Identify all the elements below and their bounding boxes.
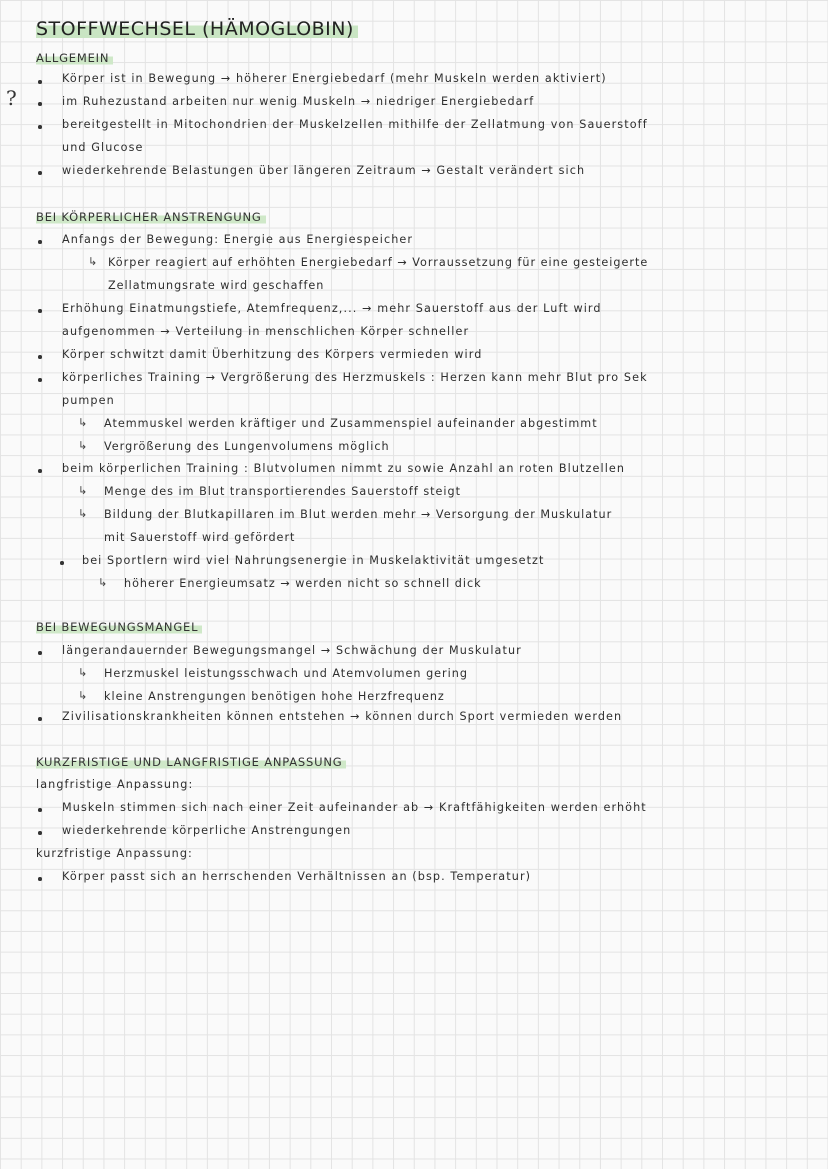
section-heading-allgemein: ALLGEMEIN (36, 51, 113, 65)
text-line: mit Sauerstoff wird gefördert (104, 531, 296, 544)
bullet (38, 808, 42, 812)
text-line: und Glucose (62, 141, 144, 154)
bullet (38, 651, 42, 655)
margin-question-mark: ? (6, 86, 17, 110)
text-line: Muskeln stimmen sich nach einer Zeit aufeinander ab → Kraftfähigkeiten werden erhöht (62, 801, 647, 814)
text-line: wiederkehrende Belastungen über längeren Zeitraum → Gestalt verändert sich (62, 164, 586, 177)
text-line: kleine Anstrengungen benötigen hohe Herzfrequenz (104, 690, 445, 703)
text-line: pumpen (62, 394, 115, 407)
text-line: im Ruhezustand arbeiten nur wenig Muskeln → niedriger Energiebedarf (62, 95, 535, 108)
text-line: Vergrößerung des Lungenvolumens möglich (104, 440, 390, 453)
text-line: Erhöhung Einatmungstiefe, Atemfrequenz,... → mehr Sauerstoff aus der Luft wird (62, 302, 602, 315)
text-line: bereitgestellt in Mitochondrien der Muskelzellen mithilfe der Zellatmung von Sauerstoff (62, 118, 648, 131)
text-line: Anfangs der Bewegung: Energie aus Energiespeicher (62, 233, 414, 246)
section-heading-mangel: BEI BEWEGUNGSMANGEL (36, 620, 202, 634)
text-line: längerandauernder Bewegungsmangel → Schwächung der Muskulatur (62, 644, 522, 657)
text-line: kurzfristige Anpassung: (36, 847, 193, 860)
sub-arrow-icon: ↳ (78, 666, 88, 679)
text-line: Atemmuskel werden kräftiger und Zusammenspiel aufeinander abgestimmt (104, 417, 598, 430)
section-heading-anstrengung: BEI KÖRPERLICHER ANSTRENGUNG (36, 210, 266, 224)
sub-arrow-icon: ↳ (78, 689, 88, 702)
sub-arrow-icon: ↳ (78, 439, 88, 452)
bullet (38, 877, 42, 881)
section-heading-anpassung: KURZFRISTIGE UND LANGFRISTIGE ANPASSUNG (36, 755, 346, 769)
text-line: Körper schwitzt damit Überhitzung des Körpers vermieden wird (62, 348, 483, 361)
text-line: Menge des im Blut transportierendes Sauerstoff steigt (104, 485, 462, 498)
text-line: beim körperlichen Training : Blutvolumen nimmt zu sowie Anzahl an roten Blutzellen (62, 462, 626, 475)
text-line: bei Sportlern wird viel Nahrungsenergie in Muskelaktivität umgesetzt (82, 554, 545, 567)
bullet (60, 561, 64, 565)
page-title: STOFFWECHSEL (HÄMOGLOBIN) (36, 18, 358, 40)
text-line: Körper reagiert auf erhöhten Energiebedarf → Vorraussetzung für eine gesteigerte (108, 256, 649, 269)
bullet (38, 171, 42, 175)
sub-arrow-icon: ↳ (98, 576, 108, 589)
text-line: Zellatmungsrate wird geschaffen (108, 279, 325, 292)
text-line: langfristige Anpassung: (36, 778, 194, 791)
sub-arrow-icon: ↳ (78, 507, 88, 520)
bullet (38, 125, 42, 129)
text-line: Zivilisationskrankheiten können entstehen → können durch Sport vermieden werden (62, 710, 623, 723)
text-line: körperliches Training → Vergrößerung des Herzmuskels : Herzen kann mehr Blut pro Sek (62, 371, 648, 384)
text-line: Bildung der Blutkapillaren im Blut werden mehr → Versorgung der Muskulatur (104, 508, 613, 521)
sub-arrow-icon: ↳ (78, 484, 88, 497)
bullet (38, 355, 42, 359)
text-line: höherer Energieumsatz → werden nicht so schnell dick (124, 577, 482, 590)
sub-arrow-icon: ↳ (78, 416, 88, 429)
text-line: Herzmuskel leistungsschwach und Atemvolumen gering (104, 667, 468, 680)
text-line: Körper ist in Bewegung → höherer Energiebedarf (mehr Muskeln werden aktiviert) (62, 72, 607, 85)
text-line: aufgenommen → Verteilung in menschlichen Körper schneller (62, 325, 470, 338)
sub-arrow-icon: ↳ (88, 255, 98, 268)
bullet (38, 240, 42, 244)
text-line: Körper passt sich an herrschenden Verhältnissen an (bsp. Temperatur) (62, 870, 532, 883)
bullet (38, 717, 42, 721)
text-line: wiederkehrende körperliche Anstrengungen (62, 824, 352, 837)
bullet (38, 80, 42, 84)
bullet (38, 831, 42, 835)
bullet (38, 102, 42, 106)
bullet (38, 309, 42, 313)
bullet (38, 378, 42, 382)
bullet (38, 469, 42, 473)
